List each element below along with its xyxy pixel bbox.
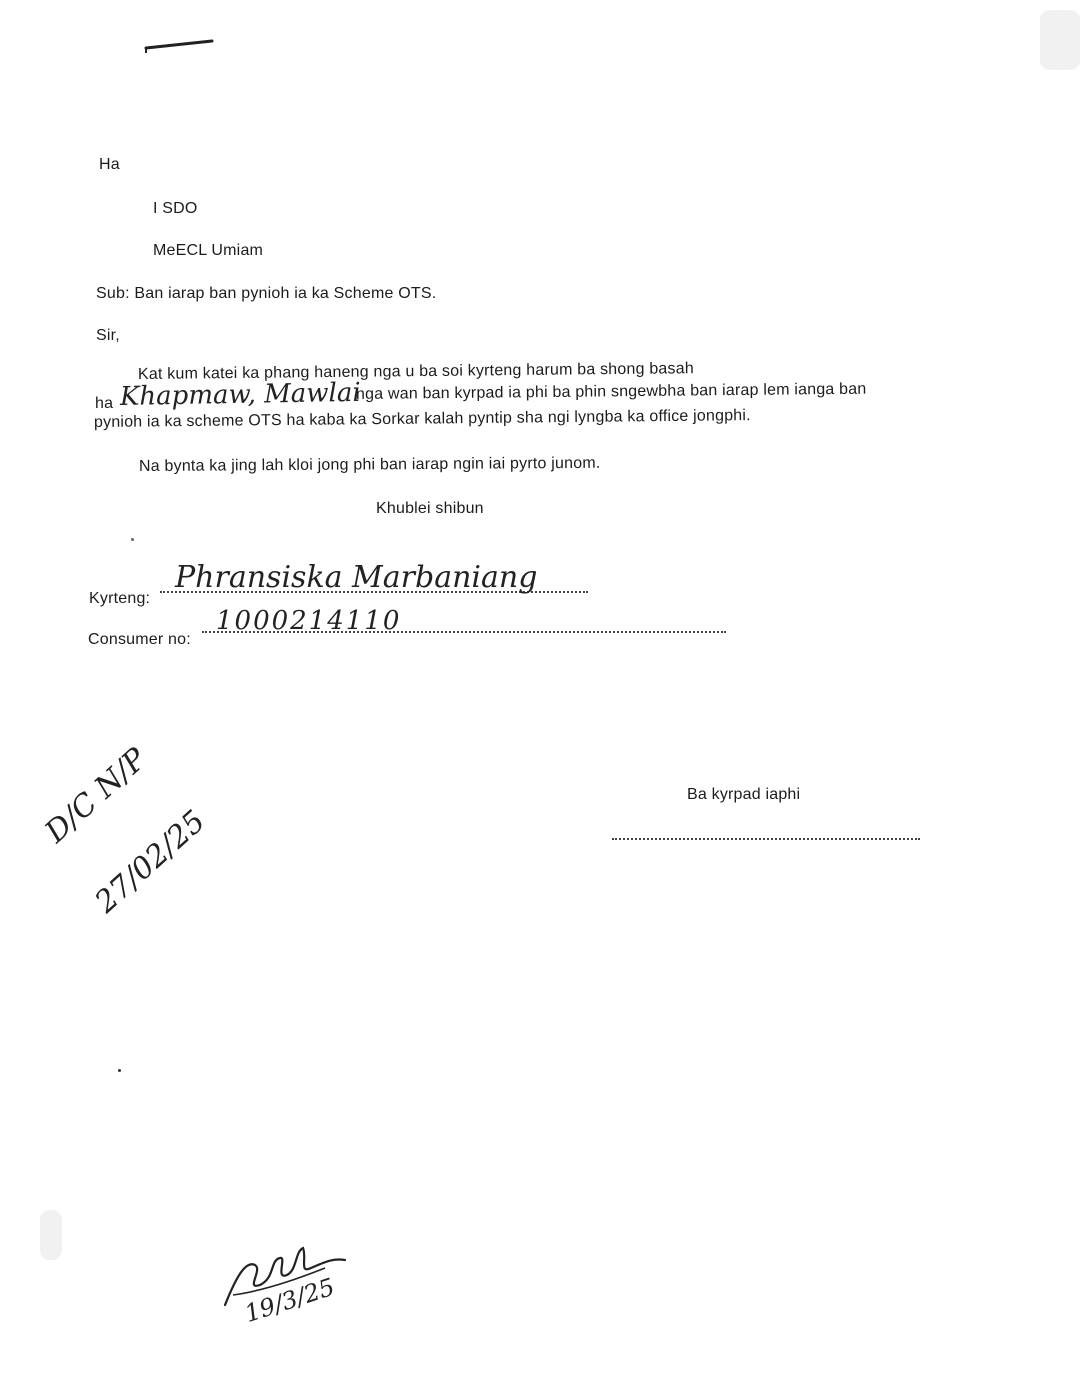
- stray-dot: [118, 1069, 121, 1072]
- body-line-2-prefix: ha: [95, 395, 114, 412]
- body-line-1: Kat kum katei ka phang haneng nga u ba soi kyrteng harum ba shong basah: [137, 360, 694, 383]
- addressee-line-1: I SDO: [153, 200, 198, 217]
- handwritten-name: Phransiska Marbaniang: [175, 560, 538, 595]
- consumer-label: Consumer no:: [88, 631, 191, 648]
- signature-date: 19/3/25: [241, 1272, 339, 1328]
- stray-dot: [131, 538, 134, 541]
- handwritten-note-dcnp: D/C N/P: [38, 741, 154, 850]
- body-line-2-suffix: nga wan ban kyrpad ia phi ba phin sngewbha ban iarap lem ianga ban: [355, 380, 867, 403]
- name-label: Kyrteng:: [89, 590, 151, 607]
- addressee-line-2: MeECL Umiam: [153, 242, 264, 259]
- salutation-to: Ha: [99, 156, 120, 173]
- handwritten-place: Khapmaw, Mawlai: [119, 377, 361, 412]
- recipient-signature-line: [612, 838, 920, 840]
- recipient-label: Ba kyrpad iaphi: [687, 786, 801, 803]
- body-line-3: pynioh ia ka scheme OTS ha kaba ka Sorkar kalah pyntip sha ngi lyngba ka office jongphi.: [93, 407, 751, 431]
- closing-line: Khublei shibun: [376, 500, 484, 517]
- scan-smudge: [1040, 10, 1080, 70]
- handwritten-note-date: 27/02/25: [88, 803, 213, 920]
- body-line-4: Na bynta ka jing lah kloi jong phi ban iarap ngin iai pyrto junom.: [138, 454, 601, 475]
- scan-smudge: [40, 1210, 62, 1260]
- top-pen-stroke: [140, 34, 220, 56]
- subject-line: Sub: Ban iarap ban pynioh ia ka Scheme OTS.: [96, 285, 437, 302]
- greeting: Sir,: [96, 327, 120, 344]
- handwritten-consumer-number: 1000214110: [216, 606, 402, 636]
